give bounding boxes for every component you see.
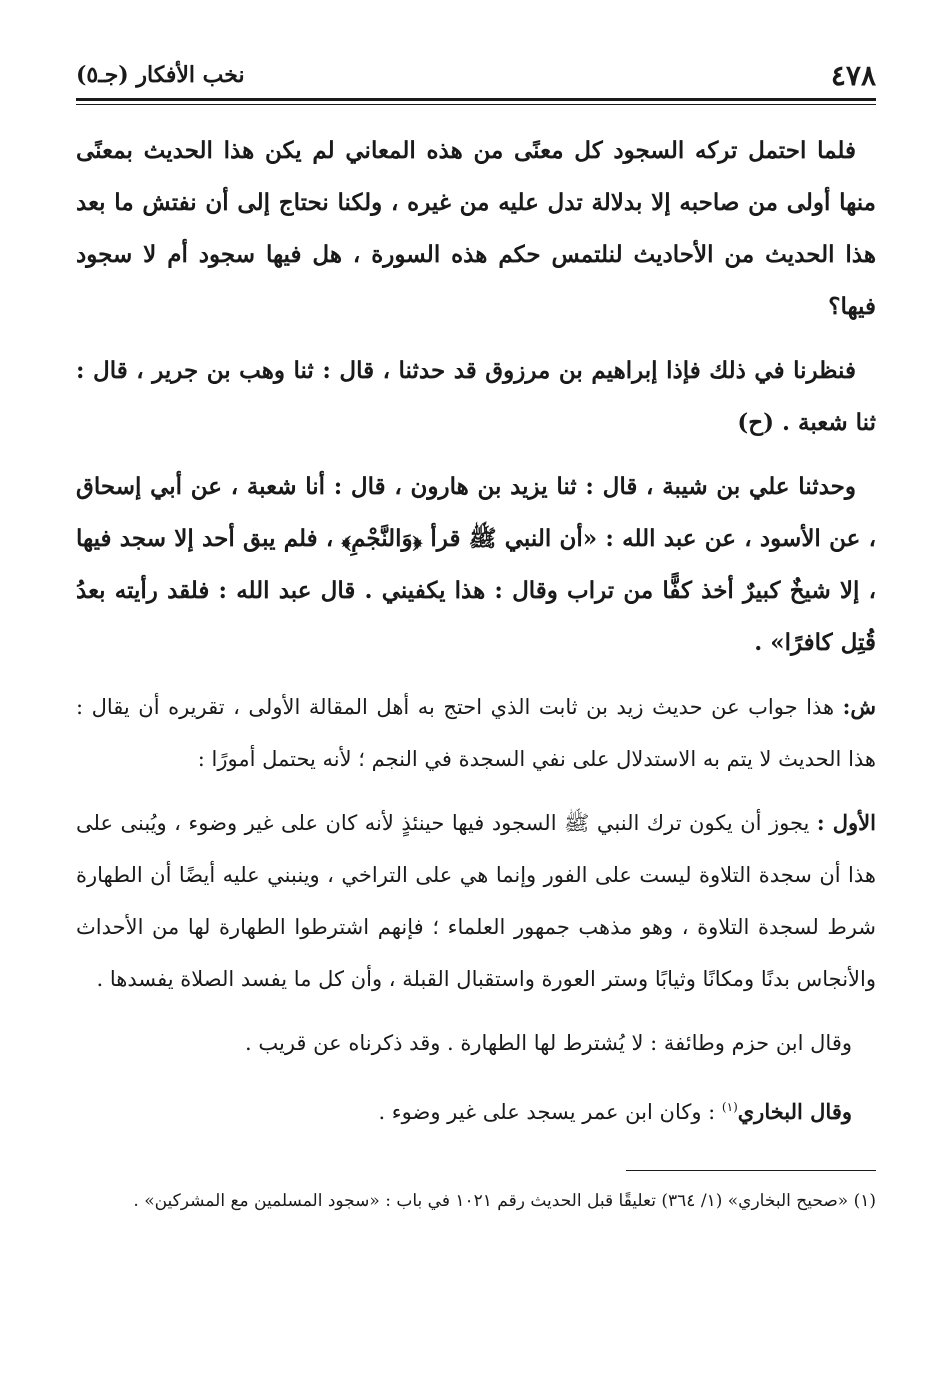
paragraph-5-label: الأول : [816, 810, 876, 835]
footnote: (١) «صحيح البخاري» (١/ ٣٦٤) تعليقًا قبل الحديث رقم ١٠٢١ في باب : «سجود المسلمين مع المشركين» . [133, 1191, 876, 1211]
paragraph-1: فلما احتمل تركه السجود كل معنًى من هذه المعاني لم يكن هذا الحديث بمعنًى منها أولى من صاحبه إلا بدلالة تدل عليه من غيره ، ولكنا نحتاج إلى أن نفتش ما بعد هذا الحديث من الأحاديث لنلتمس حكم هذه السورة ، هل فيها سجود أم لا سجود فيها؟ [76, 137, 876, 320]
page-number: ٤٧٨ [830, 59, 876, 92]
paragraph-4 [76, 681, 876, 785]
book-title: نخب الأفكار (جـ٥) [76, 62, 245, 88]
paragraph-3: وحدثنا علي بن شيبة ، قال : ثنا يزيد بن هارون ، قال : أنا شعبة ، عن أبي إسحاق ، عن الأسود ، عن عبد الله : «أن النبي ﷺ قرأ ﴿وَالنَّجْمِ﴾ ، فلم يبق أحد إلا سجد فيها ، إلا شيخٌ كبيرٌ أخذ كفًّا من تراب وقال : هذا يكفيني . قال عبد الله : فلقد رأيته بعدُ قُتِل كافرًا» . [76, 473, 876, 656]
main-text [76, 125, 876, 1138]
paragraph-7-label: وقال البخاري [737, 1099, 852, 1124]
paragraph-4-text: هذا جواب عن حديث زيد بن ثابت الذي احتج به أهل المقالة الأولى ، تقريره أن يقال : هذا الحديث لا يتم به الاستدلال على نفي السجدة في النجم ؛ لأنه يحتمل أمورًا : [76, 695, 876, 771]
header-rule-thin [76, 104, 876, 105]
footnote-rule [626, 1170, 876, 1171]
footnote-ref: (١) [721, 1100, 738, 1114]
paragraph-7 [76, 1081, 876, 1138]
header-rule [76, 98, 876, 101]
paragraph-5 [76, 797, 876, 1005]
paragraph-2: فنظرنا في ذلك فإذا إبراهيم بن مرزوق قد حدثنا ، قال : ثنا وهب بن جرير ، قال : ثنا شعبة . (ح) [76, 357, 876, 436]
paragraph-4-label: ش: [842, 694, 876, 719]
book-page [76, 40, 876, 1219]
paragraph-7-text: : وكان ابن عمر يسجد على غير وضوء . [378, 1100, 716, 1124]
paragraph-5-text: يجوز أن يكون ترك النبي ﷺ السجود فيها حينئذٍ لأنه كان على غير وضوء ، ويُبنى على هذا أن سجدة التلاوة ليست على الفور وإنما هي على التراخي ، وينبني عليه أيضًا أن الطهارة شرط لسجدة التلاوة ، وهو مذهب جمهور العلماء ؛ فإنهم اشترطوا الطهارة لها من الأحداث والأنجاس بدنًا ومكانًا وثيابًا وستر العورة واستقبال القبلة ، وأن كل ما يفسد الصلاة يفسدها . [76, 811, 876, 991]
page-header [76, 40, 876, 92]
paragraph-6: وقال ابن حزم وطائفة : لا يُشترط لها الطهارة . وقد ذكرناه عن قريب . [245, 1031, 852, 1055]
